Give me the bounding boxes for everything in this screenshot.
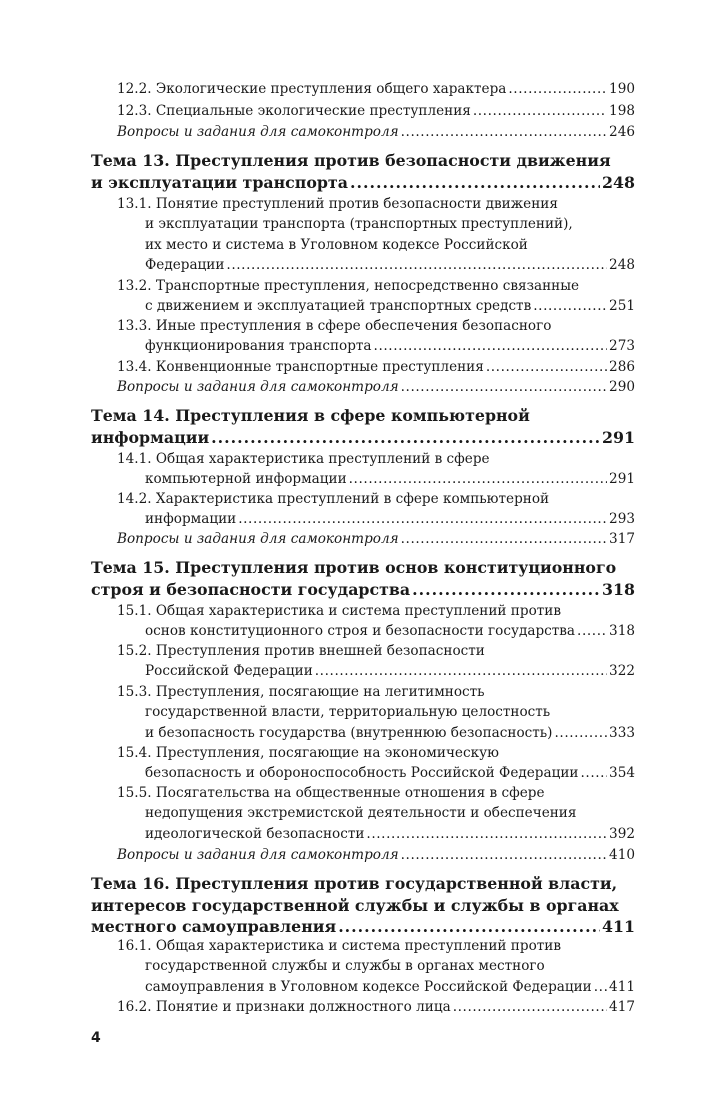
toc-entry-14-1[interactable] [117, 449, 635, 490]
toc-topic-15[interactable] [91, 557, 635, 600]
entry-page: 190 [609, 81, 635, 97]
topic-title-line: и эксплуатации транспорта [91, 172, 348, 192]
entry-title-line: Федерации [145, 257, 225, 274]
entry-page: 248 [609, 257, 635, 274]
leader-dots [453, 997, 607, 1017]
topic-title-line: интересов государственной службы и службы в органах [91, 895, 619, 915]
entry-page: 251 [609, 298, 635, 315]
leader-dots [350, 172, 600, 194]
leader-dots [577, 621, 607, 641]
topic-title-line: Тема 14. Преступления в сфере компьютерной [91, 406, 530, 425]
entry-title: Вопросы и задания для самоконтроля [117, 531, 399, 547]
entry-page: 273 [609, 338, 635, 355]
entry-title-line: 14.2. Характеристика преступлений в сфере компьютерной [117, 491, 550, 507]
entry-title-line: государственной власти, территориальную целостность [145, 704, 551, 721]
entry-title-line: 13.2. Транспортные преступления, непосредственно связанные [117, 278, 580, 294]
topic-title-line: Тема 16. Преступления против государственной власти, [91, 874, 618, 893]
topic-title-line: местного самоуправления [91, 917, 337, 936]
toc-entry-15-5[interactable] [117, 783, 635, 844]
toc-entry-review-12[interactable] [117, 122, 635, 142]
entry-title: Вопросы и задания для самоконтроля [117, 379, 399, 395]
entry-title: Вопросы и задания для самоконтроля [117, 124, 399, 140]
toc-entry-14-2[interactable] [117, 489, 635, 530]
entry-title-line: 13.1. Понятие преступлений против безопасности движения [117, 196, 558, 212]
entry-title-line: 15.4. Преступления, посягающие на экономическую [117, 745, 499, 761]
leader-dots [374, 336, 608, 356]
entry-title-line: 16.1. Общая характеристика и система преступлений против [117, 938, 561, 954]
toc-entry-15-3[interactable] [117, 682, 635, 743]
entry-title-line: компьютерной информации [145, 471, 347, 488]
entry-title-line: 15.1. Общая характеристика и система преступлений против [117, 603, 561, 619]
entry-page: 392 [609, 825, 635, 842]
toc-entry-16-2[interactable] [117, 997, 635, 1017]
entry-title-line: информации [145, 511, 237, 528]
leader-dots [349, 469, 607, 489]
entry-title-line: 15.2. Преступления против внешней безопасности [117, 643, 485, 659]
leader-dots [338, 916, 600, 938]
entry-title-line: функционирования транспорта [145, 338, 372, 355]
topic-title-line: Тема 13. Преступления против безопасности движения [91, 151, 611, 170]
leader-dots [533, 296, 607, 316]
toc-entry-12-3[interactable] [117, 101, 635, 121]
entry-title-line: недопущения экстремистской деятельности и обеспечения [145, 805, 577, 822]
toc-entry-15-1[interactable] [117, 601, 635, 642]
entry-page: 318 [609, 623, 635, 640]
entry-title-line: с движением и эксплуатацией транспортных средств [145, 298, 532, 315]
leader-dots [412, 579, 600, 601]
toc-entry-13-2[interactable] [117, 276, 635, 317]
entry-title-line: и эксплуатации транспорта (транспортных преступлений), [145, 216, 573, 233]
topic-title-line: Тема 15. Преступления против основ конституционного [91, 558, 617, 577]
leader-dots [401, 377, 607, 397]
entry-page: 246 [609, 124, 635, 140]
entry-title-line: и безопасность государства (внутреннюю безопасность) [145, 724, 553, 741]
entry-title-line: 16.2. Понятие и признаки должностного лица [117, 999, 451, 1015]
topic-title-line: информации [91, 427, 210, 447]
entry-title: 12.2. Экологические преступления общего характера [117, 81, 507, 97]
entry-page: 417 [609, 999, 635, 1015]
entry-page: 293 [609, 511, 635, 528]
leader-dots [226, 255, 607, 275]
toc-entry-13-1[interactable] [117, 194, 635, 276]
toc-entry-13-4[interactable] [117, 357, 635, 377]
leader-dots [508, 79, 607, 99]
entry-page: 410 [609, 847, 635, 863]
entry-page: 290 [609, 379, 635, 395]
toc-entry-review-13[interactable] [117, 377, 635, 397]
toc-entry-review-14[interactable] [117, 529, 635, 549]
entry-title-line: государственной службы и службы в органах местного [145, 958, 545, 975]
entry-page: 291 [609, 471, 635, 488]
entry-page: 198 [609, 103, 635, 119]
leader-dots [554, 723, 607, 743]
leader-dots [211, 427, 600, 449]
leader-dots [401, 122, 607, 142]
topic-page: 318 [602, 579, 635, 599]
entry-page: 286 [609, 359, 635, 375]
entry-title-line: безопасность и обороноспособность Российской Федерации [145, 765, 579, 782]
entry-title-line: Российской Федерации [145, 663, 313, 680]
leader-dots [366, 824, 607, 844]
leader-dots [401, 529, 607, 549]
entry-page: 317 [609, 531, 635, 547]
leader-dots [401, 845, 607, 865]
leader-dots [238, 509, 607, 529]
leader-dots [315, 661, 607, 681]
entry-page: 333 [609, 724, 635, 741]
toc-topic-13[interactable] [91, 150, 635, 193]
leader-dots [594, 977, 607, 997]
leader-dots [580, 763, 607, 783]
toc-topic-14[interactable] [91, 405, 635, 448]
entry-page: 411 [609, 978, 635, 995]
entry-title-line: их место и система в Уголовном кодексе Российской [145, 236, 528, 253]
topic-title-line: строя и безопасности государства [91, 579, 411, 599]
topic-page: 291 [602, 427, 635, 447]
toc-topic-16[interactable] [91, 873, 635, 938]
toc-entry-12-2[interactable] [117, 79, 635, 99]
topic-page: 411 [602, 917, 635, 936]
entry-title-line: самоуправления в Уголовном кодексе Российской Федерации [145, 978, 592, 995]
entry-page: 354 [609, 765, 635, 782]
toc-entry-13-3[interactable] [117, 316, 635, 357]
entry-title-line: 13.4. Конвенционные транспортные преступления [117, 359, 484, 375]
entry-title-line: основ конституционного строя и безопасности государства [145, 623, 576, 640]
entry-title-line: 15.5. Посягательства на общественные отношения в сфере [117, 785, 545, 801]
toc-entry-review-15[interactable] [117, 845, 635, 865]
topic-page: 248 [602, 172, 635, 192]
entry-title-line: идеологической безопасности [145, 825, 365, 842]
toc-entry-16-1[interactable] [117, 936, 635, 997]
entry-page: 322 [609, 663, 635, 680]
page-number: 4 [91, 1030, 101, 1046]
leader-dots [486, 357, 607, 377]
entry-title-line: 13.3. Иные преступления в сфере обеспечения безопасного [117, 318, 552, 334]
entry-title: 12.3. Специальные экологические преступления [117, 103, 471, 119]
toc-entry-15-4[interactable] [117, 743, 635, 784]
entry-title: Вопросы и задания для самоконтроля [117, 847, 399, 863]
toc-entry-15-2[interactable] [117, 641, 635, 682]
entry-title-line: 14.1. Общая характеристика преступлений в сфере [117, 451, 490, 467]
leader-dots [473, 101, 607, 121]
entry-title-line: 15.3. Преступления, посягающие на легитимность [117, 684, 485, 700]
